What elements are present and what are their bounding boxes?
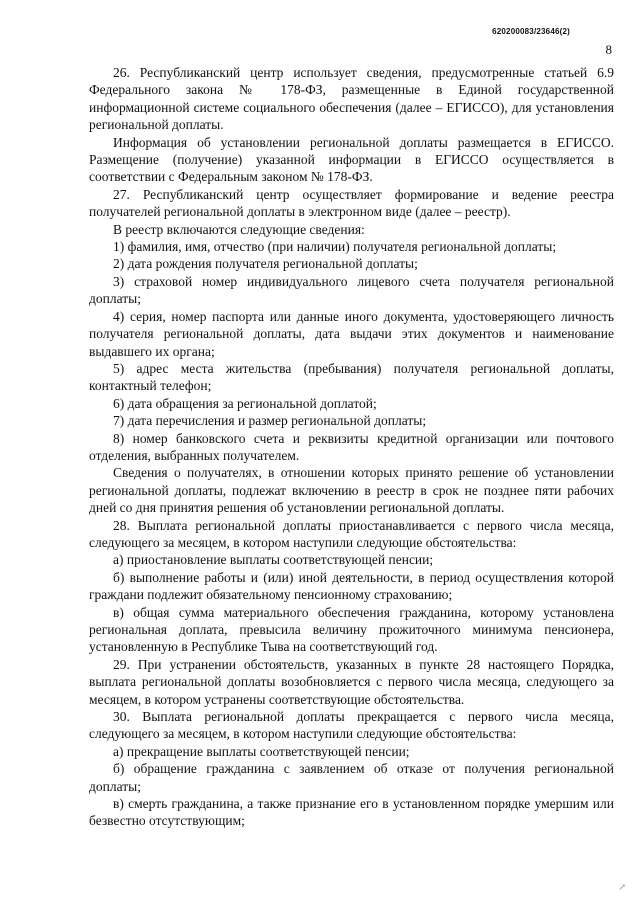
- list-item-30a: а) прекращение выплаты соответствующей пенсии;: [113, 743, 410, 759]
- list-item-30b: б) обращение гражданина с заявлением об отказе от получения региональной доплаты;: [89, 761, 614, 794]
- list-item-4: 4) серия, номер паспорта или данные иного документа, удостоверяющего личность получателя региональной доплаты, дата выдачи этих документов и наименование выдавшего их органа;: [89, 308, 614, 359]
- page-number: 8: [605, 42, 612, 57]
- document-body: [89, 64, 614, 830]
- list-item-8: 8) номер банковского счета и реквизиты кредитной организации или почтового отделения, выбранных получателем.: [89, 430, 614, 463]
- paragraph-30: 30. Выплата региональной доплаты прекращается с первого числа месяца, следующего за месяцем, в котором наступили следующие обстоятельства:: [89, 709, 614, 742]
- list-item-28c: в) общая сумма материального обеспечения гражданина, которому установлена региональная доплата, превысила величину прожиточного минимума пенсионера, установленную в Республике Тыва на соответствующий год.: [89, 604, 614, 655]
- list-item-7: 7) дата перечисления и размер региональной доплаты;: [113, 413, 427, 429]
- paragraph-registry-deadline: Сведения о получателях, в отношении которых принято решение об установлении региональной доплаты, подлежат включению в реестр в срок не позднее пяти рабочих дней со дня принятия решения об установлении региональной доплаты.: [89, 465, 614, 516]
- paragraph-29: 29. При устранении обстоятельств, указанных в пункте 28 настоящего Порядка, выплата региональной доплаты возобновляется с первого числа месяца, следующего за месяцем, в котором устранены соответствующие обстоятельства.: [89, 656, 614, 707]
- list-item-30c: в) смерть гражданина, а также признание его в установленном порядке умершим или безвестно отсутствующим;: [89, 796, 614, 829]
- list-item-5: 5) адрес места жительства (пребывания) получателя региональной доплаты, контактный телефон;: [89, 360, 614, 394]
- list-item-1: 1) фамилия, имя, отчество (при наличии) получателя региональной доплаты;: [113, 239, 557, 255]
- list-item-3: 3) страховой номер индивидуального лицевого счета получателя региональной доплаты;: [89, 273, 614, 307]
- paragraph-26: 26. Республиканский центр использует сведения, предусмотренные статьей 6.9 Федерального закона № 178-ФЗ, размещенные в Единой государственной информационной системе социального обеспечения (далее – ЕГИССО), для установления региональной доплаты.: [89, 65, 614, 133]
- list-item-6: 6) дата обращения за региональной доплатой;: [113, 395, 377, 411]
- list-item-28a: а) приостановление выплаты соответствующей пенсии;: [113, 552, 434, 568]
- paragraph-registry-intro: В реестр включаются следующие сведения:: [113, 221, 365, 237]
- corner-mark: ↗: [618, 882, 626, 892]
- paragraph-28: 28. Выплата региональной доплаты приостанавливается с первого числа месяца, следующего за месяцем, в котором наступили следующие обстоятельства:: [89, 517, 614, 550]
- list-item-2: 2) дата рождения получателя региональной доплаты;: [113, 256, 418, 272]
- document-code: 620200083/23646(2): [492, 27, 570, 36]
- list-item-28b: б) выполнение работы и (или) иной деятельности, в период осуществления которой граждани подлежит обязательному пенсионному страхованию;: [89, 569, 614, 603]
- paragraph-27: 27. Республиканский центр осуществляет формирование и ведение реестра получателей региональной доплаты в электронном виде (далее – реестр).: [89, 186, 614, 220]
- paragraph-egisso-info: Информация об установлении региональной доплаты размещается в ЕГИССО. Размещение (получение) указанной информации в ЕГИССО осуществляется в соответствии с Федеральным законом № 178-ФЗ.: [89, 134, 614, 185]
